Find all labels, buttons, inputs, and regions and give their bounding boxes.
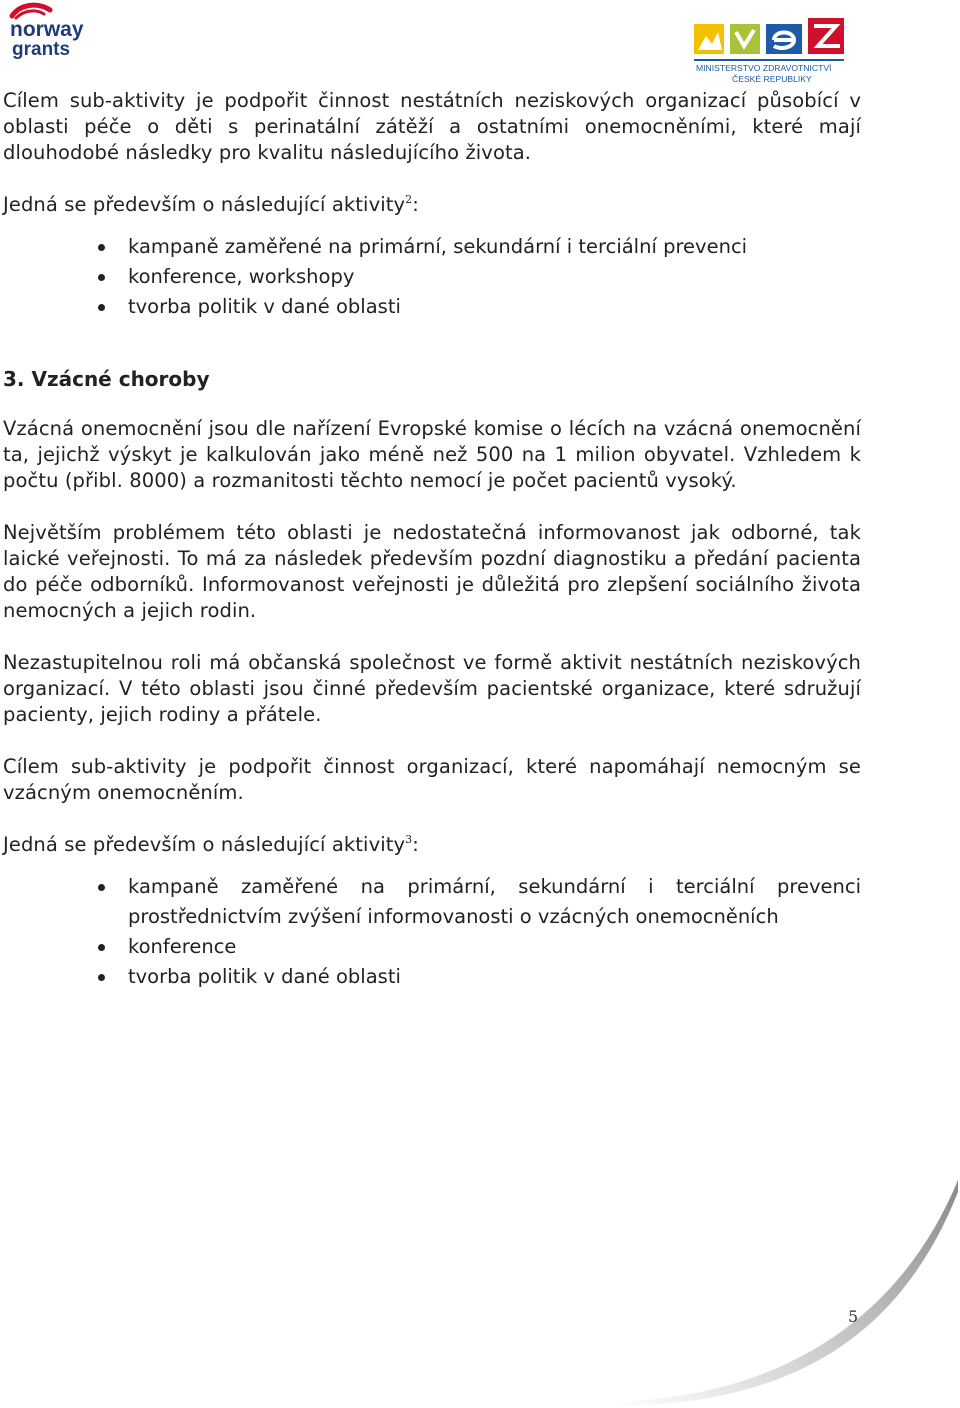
bullet-icon (98, 274, 105, 281)
activities-intro-1-text: Jedná se především o následující aktivity (3, 193, 406, 216)
bullet-icon (98, 944, 105, 951)
activities-list-1 (3, 232, 861, 322)
section-heading: 3. Vzácné choroby (3, 367, 210, 391)
svg-text:grants: grants (12, 39, 71, 60)
norway-grants-logo (6, 2, 96, 60)
list-item (3, 262, 861, 292)
list-item (3, 962, 861, 992)
document-body (3, 88, 861, 1036)
bullet-icon (98, 884, 105, 891)
list-item-text: kampaně zaměřené na primární, sekundární i terciální prevenci prostřednictvím zvýšení informovanosti o vzácných onemocněních (128, 875, 861, 928)
list-item (3, 292, 861, 322)
list-item-text: konference (128, 935, 237, 958)
list-item-text: konference, workshopy (128, 265, 355, 288)
bullet-icon (98, 244, 105, 251)
svg-text:ČESKÉ REPUBLIKY: ČESKÉ REPUBLIKY (732, 74, 812, 84)
corner-swoosh-decoration (600, 1170, 960, 1408)
activities-intro-2 (3, 832, 861, 858)
activities-list-2 (3, 872, 861, 992)
footnote-ref-3: 3 (405, 833, 413, 846)
sub-activity-goal: Cílem sub-aktivity je podpořit činnost organizací, které napomáhají nemocným se vzácným onemocněním. (3, 755, 861, 804)
list-item-text: tvorba politik v dané oblasti (128, 295, 401, 318)
main-problem-paragraph: Největším problémem této oblasti je nedostatečná informovanost jak odborné, tak laické veřejnosti. To má za následek především pozdní diagnostiku a předání pacienta do péče odborníků. Informovanost veřejnosti je důležitá pro zlepšení sociálního života nemocných a jejich rodin. (3, 521, 861, 622)
svg-text:MINISTERSTVO ZDRAVOTNICTVÍ: MINISTERSTVO ZDRAVOTNICTVÍ (696, 63, 832, 73)
activities-intro-1-colon: : (412, 193, 419, 216)
activities-intro-1 (3, 192, 861, 218)
civil-society-paragraph: Nezastupitelnou roli má občanská společnost ve formě aktivit nestátních neziskových organizací. V této oblasti jsou činné především pacientské organizace, které sdružují pacienty, jejich rodiny a přátele. (3, 651, 861, 726)
activities-intro-2-colon: : (412, 833, 419, 856)
list-item (3, 872, 861, 932)
list-item-text: kampaně zaměřené na primární, sekundární i terciální prevenci (128, 235, 748, 258)
footnote-ref-2: 2 (405, 193, 413, 206)
list-item (3, 232, 861, 262)
rare-diseases-definition: Vzácná onemocnění jsou dle nařízení Evropské komise o lécích na vzácná onemocnění ta, jejichž výskyt je kalkulován jako méně než 500 na 1 milion obyvatel. Vzhledem k počtu (přibl. 8000) a rozmanitosti těchto nemocí je počet pacientů vysoký. (3, 417, 861, 492)
page-number: 5 (848, 1307, 859, 1326)
activities-intro-2-text: Jedná se především o následující aktivity (3, 833, 406, 856)
svg-text:norway: norway (10, 18, 84, 41)
bullet-icon (98, 974, 105, 981)
list-item (3, 932, 861, 962)
intro-paragraph: Cílem sub-aktivity je podpořit činnost nestátních neziskových organizací působící v oblasti péče o děti s perinatální zátěží a ostatními onemocněními, které mají dlouhodobé následky pro kvalitu následujícího života. (3, 89, 861, 164)
ministry-of-health-logo (688, 14, 850, 88)
bullet-icon (98, 304, 105, 311)
list-item-text: tvorba politik v dané oblasti (128, 965, 401, 988)
